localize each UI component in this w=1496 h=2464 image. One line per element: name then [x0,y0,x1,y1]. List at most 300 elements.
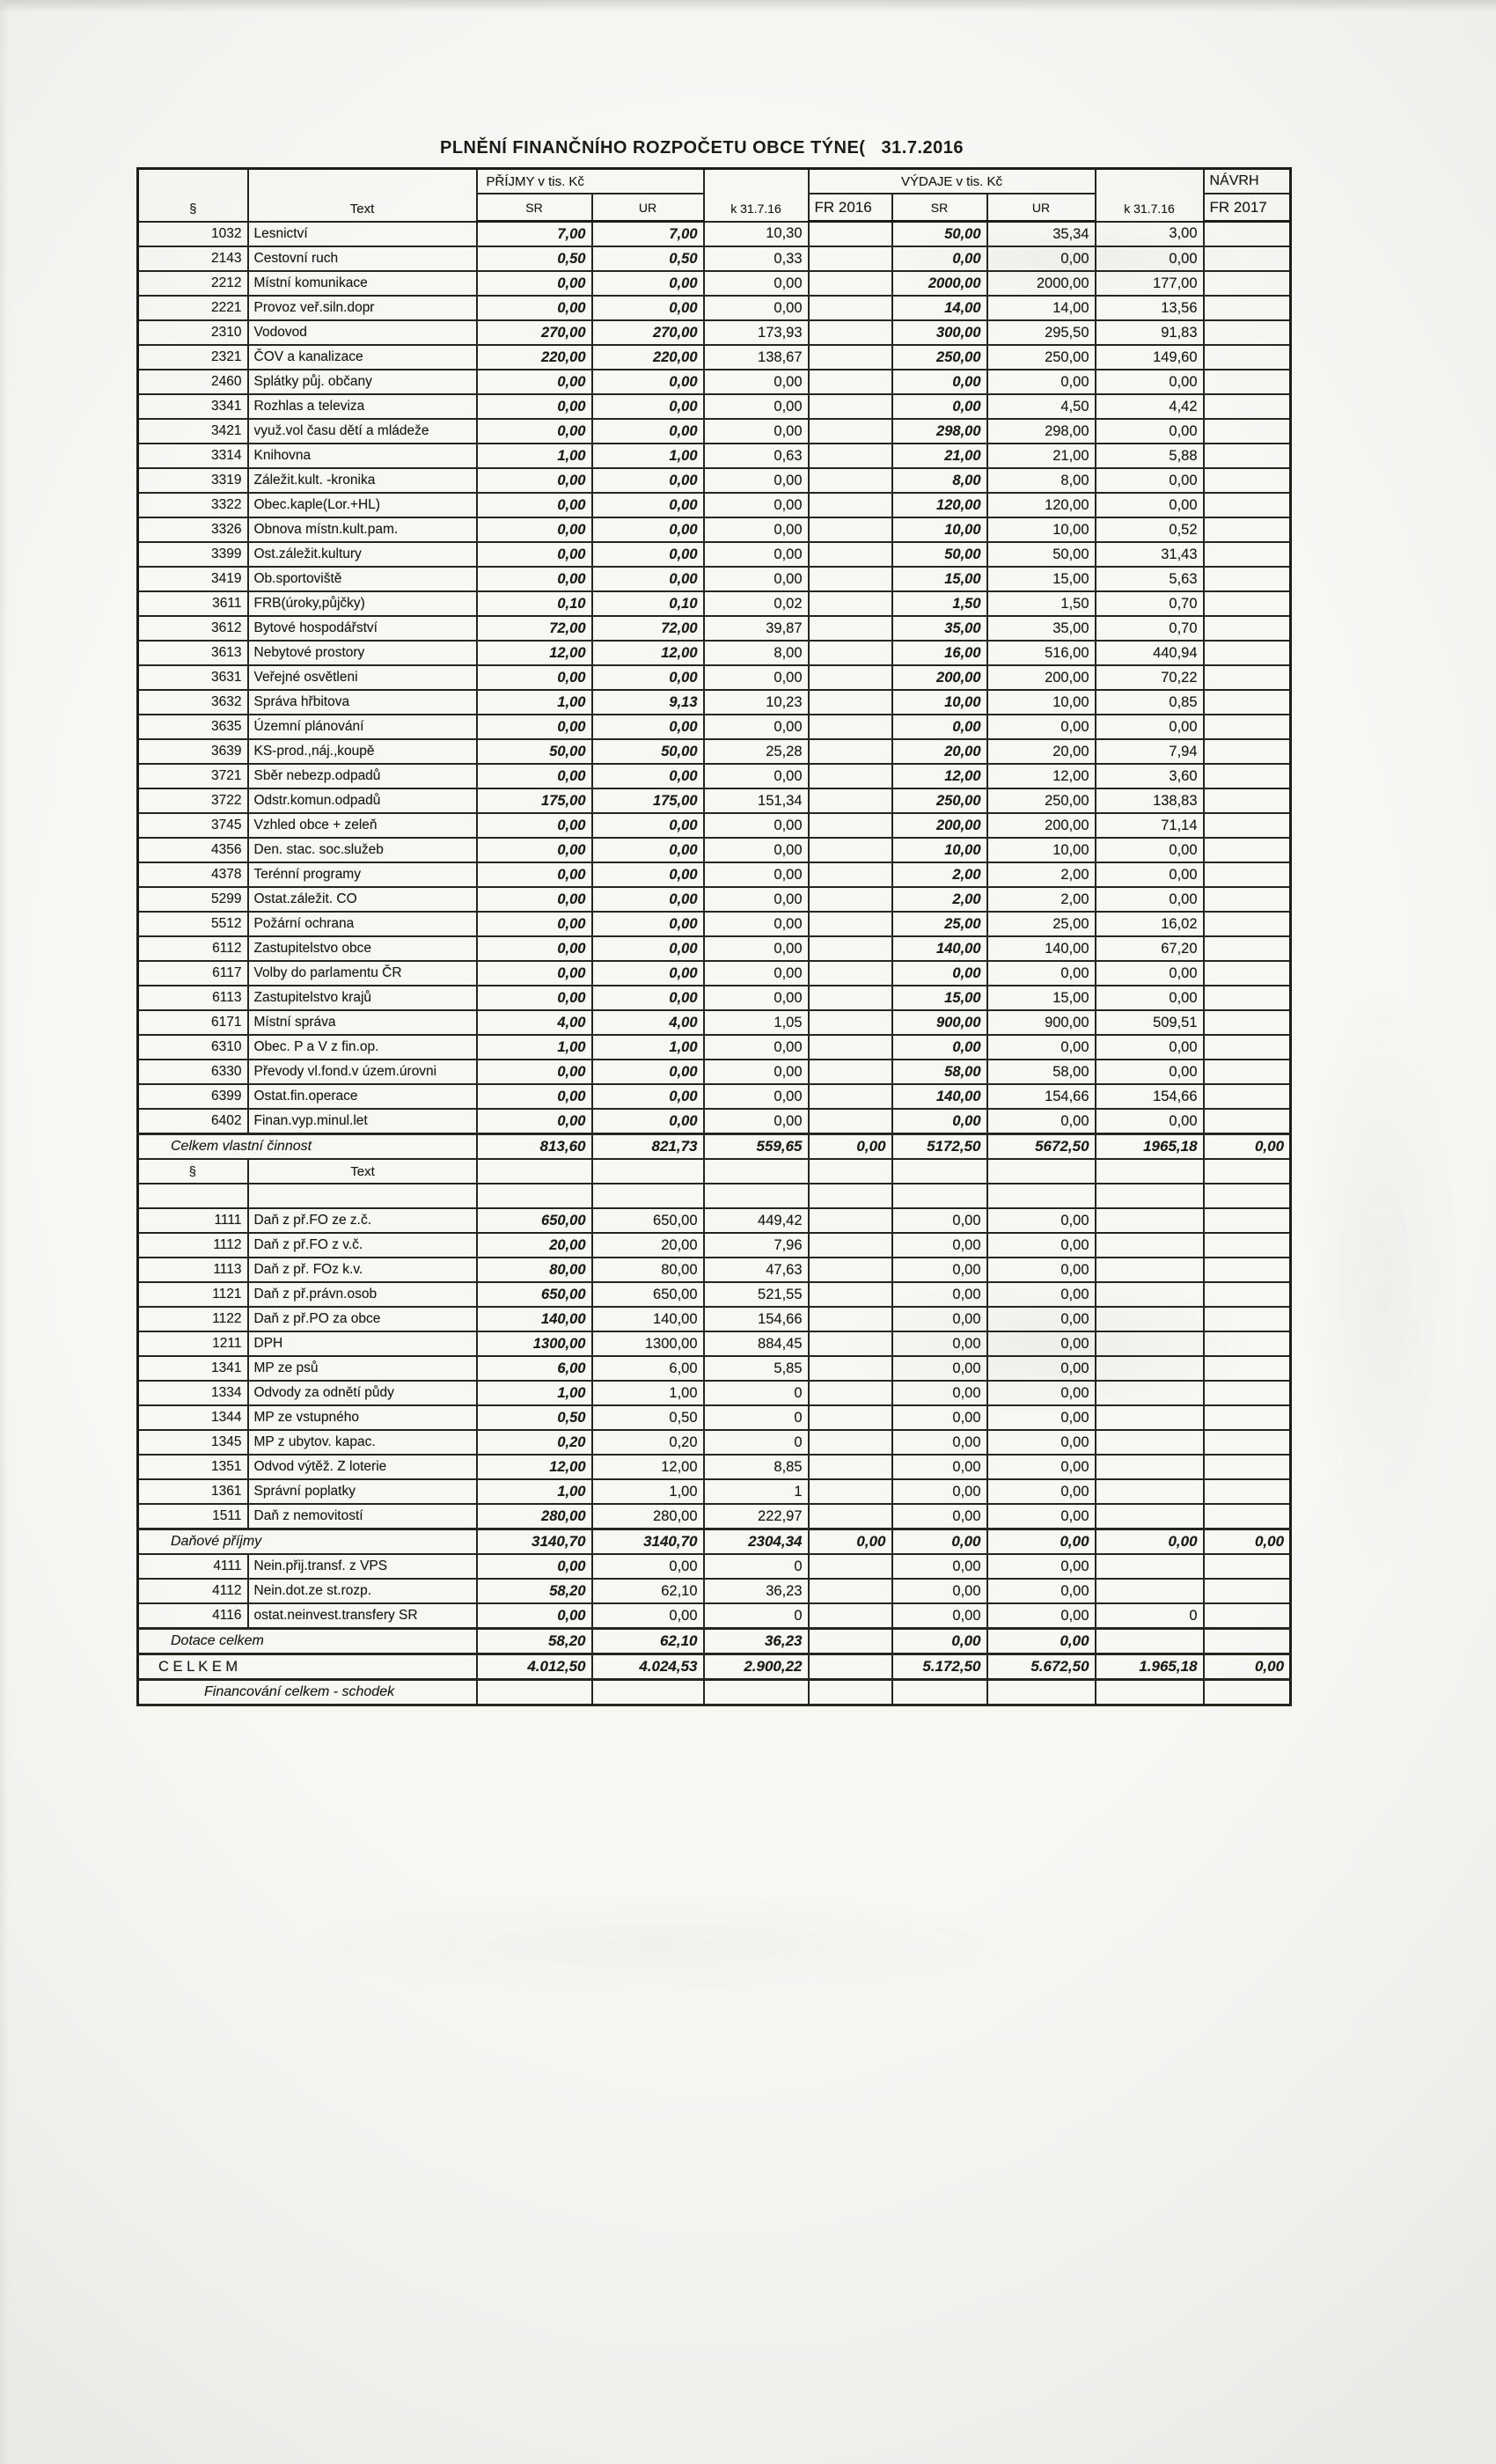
expense-ur-cell: 0,00 [987,1529,1096,1555]
expense-ur-cell: 0,00 [987,961,1096,986]
expense-ur-cell: 200,00 [987,813,1096,838]
expense-k-cell: 3,00 [1096,222,1204,247]
expense-k-cell: 91,83 [1096,320,1204,345]
expense-ur-cell: 10,00 [987,517,1096,542]
expense-sr-cell: 140,00 [892,1084,987,1109]
expense-ur-cell: 0,00 [987,370,1096,394]
table-row [138,493,1291,517]
income-sr-cell: 0,00 [477,813,592,838]
income-k-cell: 0,00 [704,986,809,1010]
text-cell: Vodovod [248,320,477,345]
paragraph-cell: 3632 [138,690,248,715]
fr2017-cell [1204,1307,1291,1331]
fr2017-cell: 0,00 [1204,1134,1291,1160]
expense-k-cell: 0,00 [1096,1529,1204,1555]
income-sr-cell: 12,00 [477,1455,592,1479]
fr2017-cell [1204,1504,1291,1529]
expense-ur-cell [987,1680,1096,1705]
income-sr-cell: 0,00 [477,1084,592,1109]
fr2017-cell [1204,1405,1291,1430]
table-row [138,862,1291,887]
expense-k-cell [1096,1479,1204,1504]
expense-sr-cell: 10,00 [892,517,987,542]
income-ur-cell: 0,00 [592,1554,704,1579]
text-cell: Vzhled obce + zeleň [248,813,477,838]
income-ur-cell: 650,00 [592,1282,704,1307]
fr2016-cell [809,764,892,788]
expense-ur-cell: 0,00 [987,1233,1096,1258]
income-ur-cell: 821,73 [592,1134,704,1160]
row-label-cell: Dotace celkem [138,1629,477,1654]
fr2017-cell: 0,00 [1204,1654,1291,1680]
income-sr-cell: 58,20 [477,1579,592,1603]
bleed-through-artifact [264,1892,1056,1998]
fr2016-header: FR 2016 [809,194,892,222]
expense-ur-cell: 0,00 [987,1307,1096,1331]
income-ur-cell: 4,00 [592,1010,704,1035]
income-ur-cell [592,1680,704,1705]
income-sr-cell: 175,00 [477,788,592,813]
expense-k-cell [1096,1554,1204,1579]
text-cell: Nein.dot.ze st.rozp. [248,1579,477,1603]
income-ur-cell: 0,00 [592,542,704,567]
table-row [138,1405,1291,1430]
fr2017-cell [1204,764,1291,788]
fr2017-cell [1204,1680,1291,1705]
expense-ur-cell: 516,00 [987,641,1096,665]
fr2017-cell [1204,1060,1291,1084]
income-sr-cell: 0,50 [477,246,592,271]
expense-sr-cell: 0,00 [892,1307,987,1331]
income-ur-cell: 0,00 [592,813,704,838]
income-ur-cell: 0,00 [592,493,704,517]
fr2016-cell [809,1680,892,1705]
income-k-cell: 0,00 [704,1035,809,1060]
income-sr-cell: 0,00 [477,1060,592,1084]
income-sr-cell: 4.012,50 [477,1654,592,1680]
income-ur-cell: 1300,00 [592,1331,704,1356]
expense-sr-cell: 0,00 [892,1579,987,1603]
expense-k-cell: 0,00 [1096,468,1204,493]
expense-ur-cell: 2,00 [987,862,1096,887]
fr2016-cell [809,813,892,838]
fr2017-cell [1204,1603,1291,1629]
income-ur-cell: 0,00 [592,1060,704,1084]
fr2016-cell [809,444,892,468]
expense-sr-cell: 900,00 [892,1010,987,1035]
income-sr-cell: 0,00 [477,862,592,887]
income-k-cell: 0 [704,1405,809,1430]
text-cell: Den. stac. soc.služeb [248,838,477,862]
income-ur-cell: 1,00 [592,444,704,468]
paragraph-cell: 4112 [138,1579,248,1603]
expense-sr-cell: 14,00 [892,296,987,320]
table-body [138,222,1291,1705]
expense-k-cell: 13,56 [1096,296,1204,320]
income-sr-cell: 0,00 [477,986,592,1010]
fr2016-cell: 0,00 [809,1134,892,1160]
income-sr-cell: 280,00 [477,1504,592,1529]
table-row [138,1504,1291,1529]
text-cell: Ost.záležit.kultury [248,542,477,567]
paragraph-cell: 5299 [138,887,248,912]
paragraph-cell: 1344 [138,1405,248,1430]
text-cell: Cestovní ruch [248,246,477,271]
expense-k-cell: 0 [1096,1603,1204,1629]
paragraph-cell: 2460 [138,370,248,394]
income-k-cell: 884,45 [704,1331,809,1356]
income-k-cell: 5,85 [704,1356,809,1381]
paragraph-cell: 6399 [138,1084,248,1109]
income-k-cell: 8,85 [704,1455,809,1479]
fr2016-cell [809,690,892,715]
row-label-cell: C E L K E M [138,1654,477,1680]
fr2016-cell [809,1579,892,1603]
table-row [138,1479,1291,1504]
fr2017-cell [1204,296,1291,320]
navrh-header: NÁVRH [1204,169,1291,194]
text-cell: Daň z př.FO ze z.č. [248,1208,477,1233]
income-k-cell: 2304,34 [704,1529,809,1555]
expense-k-cell: 1.965,18 [1096,1654,1204,1680]
fr2016-cell [809,1060,892,1084]
income-sr-cell: 140,00 [477,1307,592,1331]
paragraph-cell: 3612 [138,616,248,641]
income-sr-cell [477,1184,592,1208]
text-cell: Nein.přij.transf. z VPS [248,1554,477,1579]
expense-sr-cell: 0,00 [892,715,987,739]
fr2017-cell [1204,1233,1291,1258]
expense-k-cell [1096,1430,1204,1455]
income-k-cell: 521,55 [704,1282,809,1307]
table-row [138,444,1291,468]
paragraph-cell: 1361 [138,1479,248,1504]
expense-k-cell [1096,1405,1204,1430]
expense-ur-cell: 298,00 [987,419,1096,444]
paragraph-cell: 2143 [138,246,248,271]
fr2017-cell [1204,912,1291,936]
table-row [138,1307,1291,1331]
income-ur-cell: 9,13 [592,690,704,715]
income-sr-cell: 0,00 [477,567,592,591]
fr2017-cell [1204,838,1291,862]
fr2017-cell [1204,1629,1291,1654]
income-sr-cell: 220,00 [477,345,592,370]
income-ur-cell: 0,00 [592,1084,704,1109]
paragraph-cell: 4116 [138,1603,248,1629]
fr2017-cell [1204,986,1291,1010]
text-cell: MP ze psů [248,1356,477,1381]
income-sr-cell: 0,00 [477,1109,592,1134]
income-sr-cell: 0,20 [477,1430,592,1455]
table-row [138,764,1291,788]
income-sr-cell: 0,00 [477,542,592,567]
fr2017-cell [1204,542,1291,567]
fr2017-cell [1204,345,1291,370]
text-cell: Požární ochrana [248,912,477,936]
expense-k-cell: 0,00 [1096,838,1204,862]
row-label-cell: Celkem vlastní činnost [138,1134,477,1160]
income-k-cell: 0,00 [704,665,809,690]
income-ur-cell: 0,00 [592,936,704,961]
fr2016-cell [809,1479,892,1504]
expense-sr-cell: 58,00 [892,1060,987,1084]
expense-sr-cell: 0,00 [892,1109,987,1134]
income-k-cell: 0,00 [704,1084,809,1109]
expense-ur-header: UR [987,194,1096,222]
expense-k-cell [1096,1680,1204,1705]
expense-ur-cell [987,1184,1096,1208]
fr2016-cell [809,1208,892,1233]
fr2017-cell [1204,394,1291,419]
text-cell: Ob.sportoviště [248,567,477,591]
expense-k-cell: 0,00 [1096,986,1204,1010]
income-sr-cell: 0,00 [477,665,592,690]
income-sr-cell: 650,00 [477,1208,592,1233]
fr2017-cell [1204,690,1291,715]
income-sr-cell: 1300,00 [477,1331,592,1356]
fr2017-cell [1204,616,1291,641]
expense-ur-cell: 10,00 [987,838,1096,862]
income-sr-cell: 270,00 [477,320,592,345]
income-sr-cell: 50,00 [477,739,592,764]
income-ur-cell: 62,10 [592,1579,704,1603]
income-k-cell: 0,00 [704,764,809,788]
expense-k-cell: 440,94 [1096,641,1204,665]
page-title-text: PLNĚNÍ FINANČNÍHO ROZPOČETU OBCE TÝNE( [440,138,866,158]
expense-k-cell [1096,1307,1204,1331]
text-cell: Územní plánování [248,715,477,739]
fr2016-cell [809,887,892,912]
income-sr-cell: 1,00 [477,1479,592,1504]
text-cell: Splátky půj. občany [248,370,477,394]
text-cell: Obec. P a V z fin.op. [248,1035,477,1060]
expense-sr-cell: 0,00 [892,1405,987,1430]
income-sr-cell: 0,00 [477,468,592,493]
fr2017-cell [1204,444,1291,468]
income-sr-cell: 4,00 [477,1010,592,1035]
fr2016-cell [809,1554,892,1579]
expense-sr-cell: 250,00 [892,345,987,370]
expense-sr-cell: 5.172,50 [892,1654,987,1680]
expense-k-cell: 177,00 [1096,271,1204,296]
income-k-cell: 0,33 [704,246,809,271]
expense-ur-cell: 0,00 [987,715,1096,739]
expense-ur-cell: 15,00 [987,986,1096,1010]
income-k-cell: 0,00 [704,493,809,517]
fr2016-cell [809,1603,892,1629]
table-row [138,616,1291,641]
paragraph-cell: 3314 [138,444,248,468]
fr2016-cell [809,296,892,320]
income-k-cell: 0,00 [704,468,809,493]
expense-sr-cell: 200,00 [892,813,987,838]
table-row [138,345,1291,370]
text-cell: FRB(úroky,půjčky) [248,591,477,616]
income-sr-cell: 0,00 [477,1603,592,1629]
expense-sr-cell: 1,50 [892,591,987,616]
paragraph-cell [138,1184,248,1208]
income-ur-cell: 0,00 [592,862,704,887]
fr2017-cell [1204,1331,1291,1356]
income-ur-cell: 20,00 [592,1233,704,1258]
paragraph-cell: 2310 [138,320,248,345]
income-ur-cell: 1,00 [592,1035,704,1060]
expense-ur-cell: 154,66 [987,1084,1096,1109]
expense-sr-cell: 0,00 [892,1479,987,1504]
income-k-cell: 0,00 [704,838,809,862]
income-k-cell: 2.900,22 [704,1654,809,1680]
text-cell: využ.vol času dětí a mládeže [248,419,477,444]
table-row [138,936,1291,961]
budget-table [136,167,1292,1706]
expense-ur-cell: 12,00 [987,764,1096,788]
expense-k-cell: 138,83 [1096,788,1204,813]
text-cell: Volby do parlamentu ČR [248,961,477,986]
text-cell: Finan.vyp.minul.let [248,1109,477,1134]
income-k-cell: 0,00 [704,394,809,419]
fr2016-cell [809,1109,892,1134]
income-ur-cell [592,1159,704,1184]
total-row [138,1629,1291,1654]
expense-sr-cell: 10,00 [892,690,987,715]
expense-ur-cell: 21,00 [987,444,1096,468]
expense-sr-cell: 0,00 [892,1629,987,1654]
income-k-cell: 0,00 [704,296,809,320]
fr2016-cell [809,986,892,1010]
text-cell: Knihovna [248,444,477,468]
text-cell: Záležit.kult. -kronika [248,468,477,493]
expense-k-cell: 70,22 [1096,665,1204,690]
text-cell: DPH [248,1331,477,1356]
expense-ur-cell: 0,00 [987,1109,1096,1134]
fr2017-cell [1204,1010,1291,1035]
fr2017-cell [1204,517,1291,542]
income-ur-cell: 280,00 [592,1504,704,1529]
income-k-cell [704,1680,809,1705]
table-row [138,887,1291,912]
paragraph-cell: 6310 [138,1035,248,1060]
income-k-cell: 36,23 [704,1579,809,1603]
income-ur-cell: 62,10 [592,1629,704,1654]
fr2016-cell [809,641,892,665]
expense-sr-cell: 0,00 [892,1603,987,1629]
income-k-cell: 36,23 [704,1629,809,1654]
fr2016-cell [809,370,892,394]
table-row [138,838,1291,862]
expense-sr-cell [892,1184,987,1208]
fr2016-cell [809,1258,892,1282]
expense-sr-cell: 15,00 [892,986,987,1010]
table-row [138,1381,1291,1405]
expense-ur-cell: 5672,50 [987,1134,1096,1160]
fr2016-cell: 0,00 [809,1529,892,1555]
income-sr-cell: 0,00 [477,517,592,542]
income-sr-cell: 0,00 [477,961,592,986]
paragraph-cell: 1341 [138,1356,248,1381]
expense-sr-cell: 300,00 [892,320,987,345]
income-ur-cell: 0,00 [592,517,704,542]
expense-k-cell: 4,42 [1096,394,1204,419]
fr2016-cell [809,271,892,296]
table-row [138,1331,1291,1356]
fr2016-cell [809,493,892,517]
expense-sr-cell: 0,00 [892,246,987,271]
text-cell: Zastupitelstvo krajů [248,986,477,1010]
income-sr-cell: 6,00 [477,1356,592,1381]
text-cell: Odvody za odnětí půdy [248,1381,477,1405]
expense-ur-cell: 35,34 [987,222,1096,247]
paragraph-cell: 1113 [138,1258,248,1282]
text-cell: Sběr nebezp.odpadů [248,764,477,788]
expense-ur-cell: 58,00 [987,1060,1096,1084]
expense-k-cell: 0,70 [1096,591,1204,616]
text-cell: KS-prod.,náj.,koupě [248,739,477,764]
income-k-cell: 0,00 [704,813,809,838]
income-ur-cell: 0,00 [592,271,704,296]
income-ur-cell: 12,00 [592,641,704,665]
table-row [138,665,1291,690]
expense-k-cell: 509,51 [1096,1010,1204,1035]
expense-ur-cell: 50,00 [987,542,1096,567]
income-sr-cell: 813,60 [477,1134,592,1160]
fr2016-cell [809,1010,892,1035]
expense-ur-cell: 295,50 [987,320,1096,345]
paragraph-cell: 3639 [138,739,248,764]
expense-ur-cell: 0,00 [987,1208,1096,1233]
income-ur-cell: 220,00 [592,345,704,370]
expense-k-cell: 149,60 [1096,345,1204,370]
expense-ur-cell: 0,00 [987,1405,1096,1430]
fr2016-cell [809,1307,892,1331]
fr2017-header: FR 2017 [1204,194,1291,222]
income-k-cell: 0,00 [704,912,809,936]
income-sr-cell: 0,10 [477,591,592,616]
expense-sr-cell: 0,00 [892,1430,987,1455]
paragraph-cell: 3635 [138,715,248,739]
expense-ur-cell: 0,00 [987,1381,1096,1405]
expense-sr-cell: 2,00 [892,887,987,912]
paragraph-cell: 1345 [138,1430,248,1455]
fr2016-cell [809,838,892,862]
fr2016-cell [809,246,892,271]
fr2017-cell [1204,1282,1291,1307]
fr2016-cell [809,862,892,887]
text-cell: Rozhlas a televiza [248,394,477,419]
income-k-cell: 0,00 [704,271,809,296]
text-cell: MP ze vstupného [248,1405,477,1430]
fr2016-cell [809,1184,892,1208]
table-row [138,1455,1291,1479]
income-sr-cell: 0,00 [477,1554,592,1579]
table-row [138,1282,1291,1307]
paragraph-cell: 6113 [138,986,248,1010]
paragraph-cell: 3319 [138,468,248,493]
paragraph-cell: 3421 [138,419,248,444]
expense-k-cell: 16,02 [1096,912,1204,936]
fr2017-cell [1204,961,1291,986]
text-cell: Daň z př.právn.osob [248,1282,477,1307]
expense-sr-cell: 0,00 [892,1381,987,1405]
text-cell: Daň z př. FOz k.v. [248,1258,477,1282]
fr2016-cell [809,567,892,591]
income-sr-cell: 3140,70 [477,1529,592,1555]
fr2017-cell [1204,1579,1291,1603]
paragraph-cell: 3322 [138,493,248,517]
income-ur-cell: 3140,70 [592,1529,704,1555]
paragraph-cell: 1511 [138,1504,248,1529]
expense-k-cell: 0,00 [1096,370,1204,394]
